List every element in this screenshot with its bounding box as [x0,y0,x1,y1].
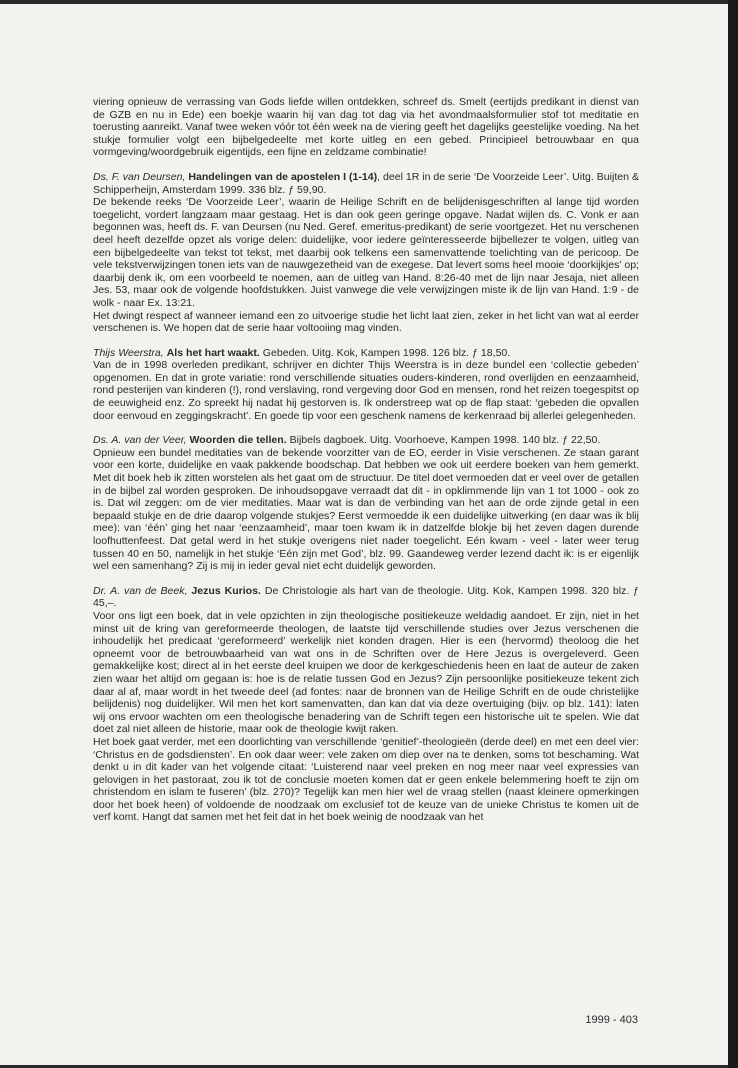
review-van-deursen [93,171,639,335]
review-body-paragraph: De bekende reeks ‘De Voorzeide Leer’, waarin de Heilige Schrift en de belijdenisgeschriften al lange tijd worden toegelicht, vordert langzaam maar gestaag. Het is dan ook geen geringe opgave. Nadat wijlen ds. C. Vonk er aan begonnen was, heeft ds. F. van Deursen (nu Ned. Geref. emeritus-predikant) de serie voortgezet. Het nu verschenen deel heeft dezelfde opzet als vorige delen: duidelijke, voor iedere geïnteresseerde bijbellezer te volgen, uitleg van een bijbelgedeelte van tekst tot tekst, met daarbij ook telkens een samenvattende toelichting van de pericoop. De vele tekstverwijzingen tonen iets van de nauwgezetheid van de exegese. Dat levert soms heel mooie ‘doorkijkjes’ op; daarbij denk ik, om een voorbeeld te noemen, aan de uitleg van Hand. 8:26-40 met de lijn naar Jesaja, niet alleen Jes. 53, maar ook de volgende hoofdstukken. Juist vanwege die vele verwijzingen miste ik de lijn van Hand. 1:9 - de wolk - naar Ex. 13:21. [93,196,639,309]
review-heading [93,347,639,360]
review-title: Woorden die tellen. [189,434,287,447]
review-author: Dr. A. van de Beek, [93,584,188,597]
review-heading [93,434,639,447]
review-van-de-beek [93,585,639,824]
review-body-paragraph: Het boek gaat verder, met een doorlichting van verschillende ‘genitief’-theologieën (derde deel) en met een deel vier: ‘Christus en de godsdiensten’. En ook daar weer: vele zaken om diep over na te denken, soms tot beschaming. Wat denkt u in dit kader van het volgende citaat: ‘Luisterend naar veel preken en nog meer naar veel expressies van gelovigen in het pastoraat, zou ik tot de conclusie moeten komen dat er geen enkele belemmering hoeft te zijn om christendom en islam te fuseren’ (blz. 270)? Tegelijk kan men hier wel de vraag stellen (naast kleinere opmerkingen door het boek heen) of voldoende de noodzaak om exclusief tot de keuze van de unieke Christus te komen uit de verf komt. Hangt dat samen met het feit dat in het boek weinig de noodzaak van het [93,735,639,824]
review-title: Jezus Kurios. [191,584,261,597]
review-meta: , deel 1R in de serie ‘De Voorzeide Leer’. Uitg. Buijten & Schipperheijn, Amsterdam 1999. 336 blz. ƒ 59,90. [93,170,639,196]
review-heading [93,585,639,610]
scan-edge-top [0,0,728,4]
review-title: Handelingen van de apostelen I (1-14) [188,170,378,183]
text-column [93,96,639,824]
review-author: Thijs Weerstra, [93,346,164,359]
review-weerstra [93,347,639,423]
review-body-paragraph: Van de in 1998 overleden predikant, schrijver en dichter Thijs Weerstra is in deze bundel een ‘collectie gebeden’ opgenomen. En dat in grote variatie: rond verschillende situaties ouders-kinderen, rond overlijden en eenzaamheid, rond pesterijen van kinderen (!), rond verslaving, rond vergeving door God en mensen, rond het reizen toegespitst op de eeuwigheid enz. Zo spreekt hij nadat hij gestorven is. Ik onderstreep wat op de flap staat: ‘gebeden die opvallen door eenvoud en zeggingskracht’. En goede tip voor een geschenk namens de kerkenraad bij allerlei gelegenheden. [93,359,639,422]
review-body-paragraph: Het dwingt respect af wanneer iemand een zo uitvoerige studie het licht laat zien, zeker in het licht van wat al eerder verschenen is. We hopen dat de serie haar voltooiing mag vinden. [93,309,639,335]
review-author: Ds. F. van Deursen, [93,170,186,183]
review-meta: Gebeden. Uitg. Kok, Kampen 1998. 126 blz. ƒ 18,50. [259,346,511,359]
review-van-der-veer [93,434,639,573]
intro-paragraph: viering opnieuw de verrassing van Gods liefde willen ontdekken, schreef ds. Smelt (eertijds predikant in dienst van de GZB en nu in Ede) een boekje waarin hij van dag tot dag via het avondmaalsformulier stof tot meditatie en toerusting aanreikt. Vanaf twee weken vóór tot één week na de viering geeft het dagelijks geestelijke voeding. Na het stukje formulier volgt een bijbelgedeelte met korte uitleg en een gebed. Principieel betrouwbaar en qua vormgeving/woordgebruik eigentijds, een fijne en zeldzame combinatie! [93,96,639,159]
review-title: Als het hart waakt. [166,346,260,359]
review-author: Ds. A. van der Veer, [93,434,187,447]
page-number: 1999 - 403 [585,1014,638,1026]
review-meta: Bijbels dagboek. Uitg. Voorhoeve, Kampen 1998. 140 blz. ƒ 22,50. [286,434,601,447]
review-meta: De Christologie als hart van de theologie. Uitg. Kok, Kampen 1998. 320 blz. ƒ 45,–. [93,584,640,610]
review-body-paragraph: Opnieuw een bundel meditaties van de bekende voorzitter van de EO, eerder in Visie verschenen. Ze staan garant voor een korte, duidelijke en vaak pakkende boodschap. Dat hebben we ook uit eerdere boeken van hem gemerkt. Met dit boek heb ik zitten worstelen als het gaat om de structuur. De titel doet vermoeden dat er veel over de getallen in de bijbel zal worden gesproken. De inhoudsopgave verraadt dat dit - in opklimmende lijn van 1 tot 1000 - ook zo is. Dat wil zeggen: om de vier meditaties. Maar wat is dan de verbinding van het aan de orde zijnde getal in een bepaald stukje en de drie daarop volgende stukjes? Eerst vermoedde ik een duidelijke uitwerking (en daar was ik blij mee): van ‘één’ ging het naar ‘eenzaamheid’, maar toen kwam ik in datzelfde blokje bij het zeven dagen durende loofhuttenfeest. Dat getal werd in het stukje overigens niet nader toegelicht. Eén kwam - veel - later weer terug tussen 40 en 50, namelijk in het stukje ‘Eén zijn met God’, blz. 99. Gaandeweg verder lezend dacht ik: is er eigenlijk wel een samenhang? Zij is mij in ieder geval niet echt duidelijk geworden. [93,446,639,573]
review-body-paragraph: Voor ons ligt een boek, dat in vele opzichten in zijn theologische positiekeuze weldadig aandoet. Er zijn, niet in het minst uit de kring van gereformeerde theologen, de laatste tijd verschillende studies over Jezus verschenen die inhoudelijk het predicaat ‘gereformeerd’ werkelijk niet konden dragen. Hier is een (hervormd) theoloog die het opneemt voor de betrouwbaarheid van wat ons in de Schriften over de Here Jezus is overgeleverd. Geen gemakkelijke kost; direct al in het eerste deel kruipen we door de kerkgeschiedenis heen en laat de auteur de zaken zien waar het altijd om gegaan is: hoe is de relatie tussen God en Jezus? Zijn persoonlijke positiekeuze tekent zich daar al af, maar wordt in het tweede deel (ad fontes: naar de bronnen van de Heilige Schrift en de oude christelijke belijdenis) nog duidelijker. Wil men het kort samenvatten, dan kan dat via deze overtuiging (bijv. op blz. 141): laten wij ons ervoor wachten om een theologische benadering van de Schrift tegen een historische uit te spelen. Wie dat doet zal niet alleen de historie, maar ook de theologie kwijt raken. [93,609,639,736]
review-heading [93,171,639,196]
